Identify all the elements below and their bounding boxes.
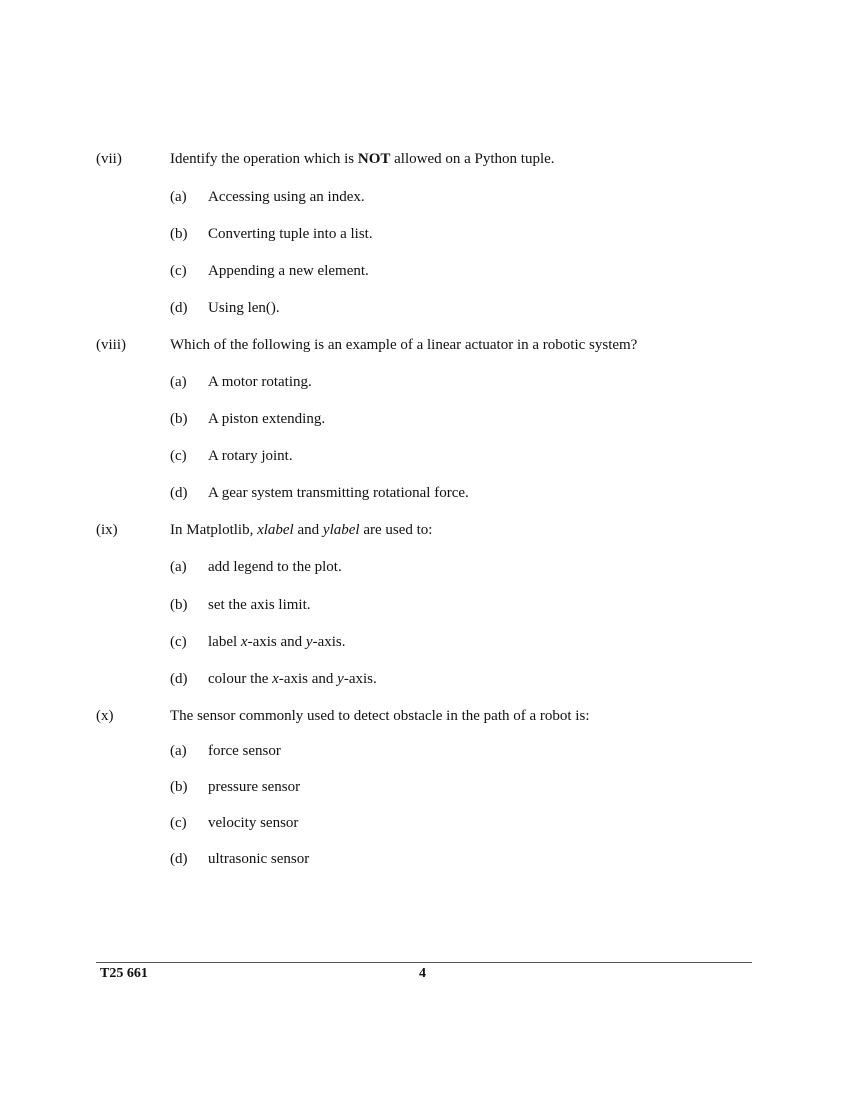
option-label: (a) (170, 559, 187, 575)
option-text (208, 671, 377, 688)
option-text: Appending a new element. (208, 263, 369, 279)
option-label: (b) (170, 779, 188, 795)
option-label: (d) (170, 300, 188, 316)
question-text (170, 522, 432, 539)
option-label: (b) (170, 411, 188, 427)
footer-divider (96, 962, 752, 963)
option-text-italic: y (305, 634, 313, 650)
question-text-italic: xlabel (257, 522, 294, 538)
option-text: ultrasonic sensor (208, 851, 310, 867)
question-number: (ix) (96, 522, 118, 538)
option-text: Accessing using an index. (208, 189, 365, 205)
question-text-part: allowed on a Python tuple. (390, 151, 555, 167)
option-text-part: colour the (208, 671, 273, 687)
option-label: (c) (170, 815, 187, 831)
option-text: pressure sensor (208, 779, 301, 795)
question-text: The sensor commonly used to detect obstacle in the path of a robot is: (170, 708, 590, 724)
option-text: force sensor (208, 743, 281, 759)
option-label: (a) (170, 743, 187, 759)
option-label: (d) (170, 671, 188, 687)
option-text: add legend to the plot. (208, 559, 342, 575)
option-text-part: -axis and (247, 634, 306, 650)
paper-code: T25 661 (100, 966, 148, 981)
option-text: A rotary joint. (208, 448, 293, 464)
option-text-italic: x (272, 671, 279, 687)
option-label: (d) (170, 485, 188, 501)
option-label: (b) (170, 597, 188, 613)
question-text: Which of the following is an example of a linear actuator in a robotic system? (170, 337, 638, 353)
question-text-part: and (293, 522, 323, 538)
option-label: (c) (170, 448, 187, 464)
option-text: A gear system transmitting rotational force. (208, 485, 469, 501)
question-number: (viii) (96, 337, 126, 353)
option-text-italic: x (240, 634, 248, 650)
option-text (208, 634, 346, 651)
option-text-part: label (208, 634, 241, 650)
option-text: A piston extending. (208, 411, 326, 427)
option-text: Using len(). (208, 300, 280, 316)
option-text-part: -axis. (343, 671, 377, 687)
option-text-italic: y (337, 671, 344, 687)
question-number: (vii) (96, 151, 122, 167)
question-text-part: In Matplotlib, (170, 522, 258, 538)
option-label: (d) (170, 851, 188, 867)
question-text (170, 151, 555, 168)
option-label: (c) (170, 634, 187, 650)
question-text-italic: ylabel (322, 522, 360, 538)
option-label: (b) (170, 226, 188, 242)
option-text-part: -axis and (278, 671, 338, 687)
option-label: (c) (170, 263, 187, 279)
question-text-part: are used to: (359, 522, 433, 538)
option-label: (a) (170, 374, 187, 390)
question-text-part: Identify the operation which is (170, 151, 358, 167)
option-text: velocity sensor (208, 815, 299, 831)
question-text-emphasis: NOT (357, 151, 391, 167)
option-text: set the axis limit. (208, 597, 311, 613)
option-text-part: -axis. (312, 634, 346, 650)
option-text: A motor rotating. (208, 374, 312, 390)
option-label: (a) (170, 189, 187, 205)
page-number: 4 (419, 966, 426, 981)
option-text: Converting tuple into a list. (208, 226, 373, 242)
question-number: (x) (96, 708, 114, 724)
